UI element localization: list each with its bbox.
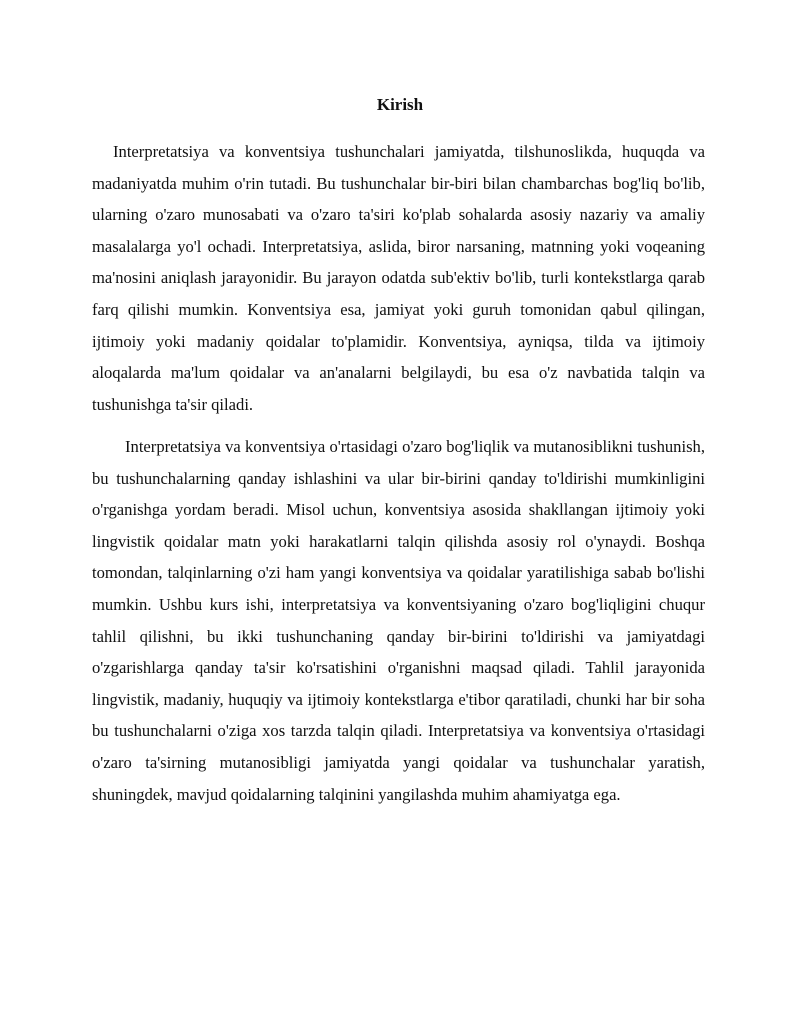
section-title: Kirish [376, 95, 424, 114]
paragraph-1: Interpretatsiya va konventsiya tushunchalari jamiyatda, tilshunoslikda, huquqda va madaniyatda muhim o'rin tutadi. Bu tushunchalar bir-biri bilan chambarchas bog'liq bo'lib, ularning o'zaro munosabati va o'zaro ta'siri ko'plab sohalarda asosiy nazariy va amaliy masalalarga yo'l ochadi. Interpretatsiya, aslida, biror narsaning, matnning yoki voqeaning ma'nosini aniqlash jarayonidir. Bu jarayon odatda sub'ektiv bo'lib, turli kontekstlarga qarab farq qilishi mumkin. Konventsiya esa, jamiyat yoki guruh tomonidan qabul qilingan, ijtimoiy yoki madaniy qoidalar to'plamidir. Konventsiya, ayniqsa, tilda va ijtimoiy aloqalarda ma'lum qoidalar va an'analarni belgilaydi, bu esa o'z navbatida talqin va tushunishga ta'sir qiladi. [92, 142, 705, 414]
paragraph-2: Interpretatsiya va konventsiya o'rtasidagi o'zaro bog'liqlik va mutanosiblikni tushunish, bu tushunchalarning qanday ishlashini va ular bir-birini qanday to'ldirishi mumkinligini o'rganishga yordam beradi. Misol uchun, konventsiya asosida shakllangan ijtimoiy yoki lingvistik qoidalar matn yoki harakatlarni talqin qilishda asosiy rol o'ynaydi. Boshqa tomondan, talqinlarning o'zi ham yangi konventsiya va qoidalar yaratilishiga sabab bo'lishi mumkin. Ushbu kurs ishi, interpretatsiya va konventsiyaning o'zaro bog'liqligini chuqur tahlil qilishni, bu ikki tushunchaning qanday bir-birini to'ldirishi va jamiyatdagi o'zgarishlarga qanday ta'sir ko'rsatishini o'rganishni maqsad qiladi. Tahlil jarayonida lingvistik, madaniy, huquqiy va ijtimoiy kontekstlarga e'tibor qaratiladi, chunki har bir soha bu tushunchalarni o'ziga xos tarzda talqin qiladi. Interpretatsiya va konventsiya o'rtasidagi o'zaro ta'sirning mutanosibligi jamiyatda yangi qoidalar va tushunchalar yaratish, shuningdek, mavjud qoidalarning talqinini yangilashda muhim ahamiyatga ega. [92, 437, 705, 804]
